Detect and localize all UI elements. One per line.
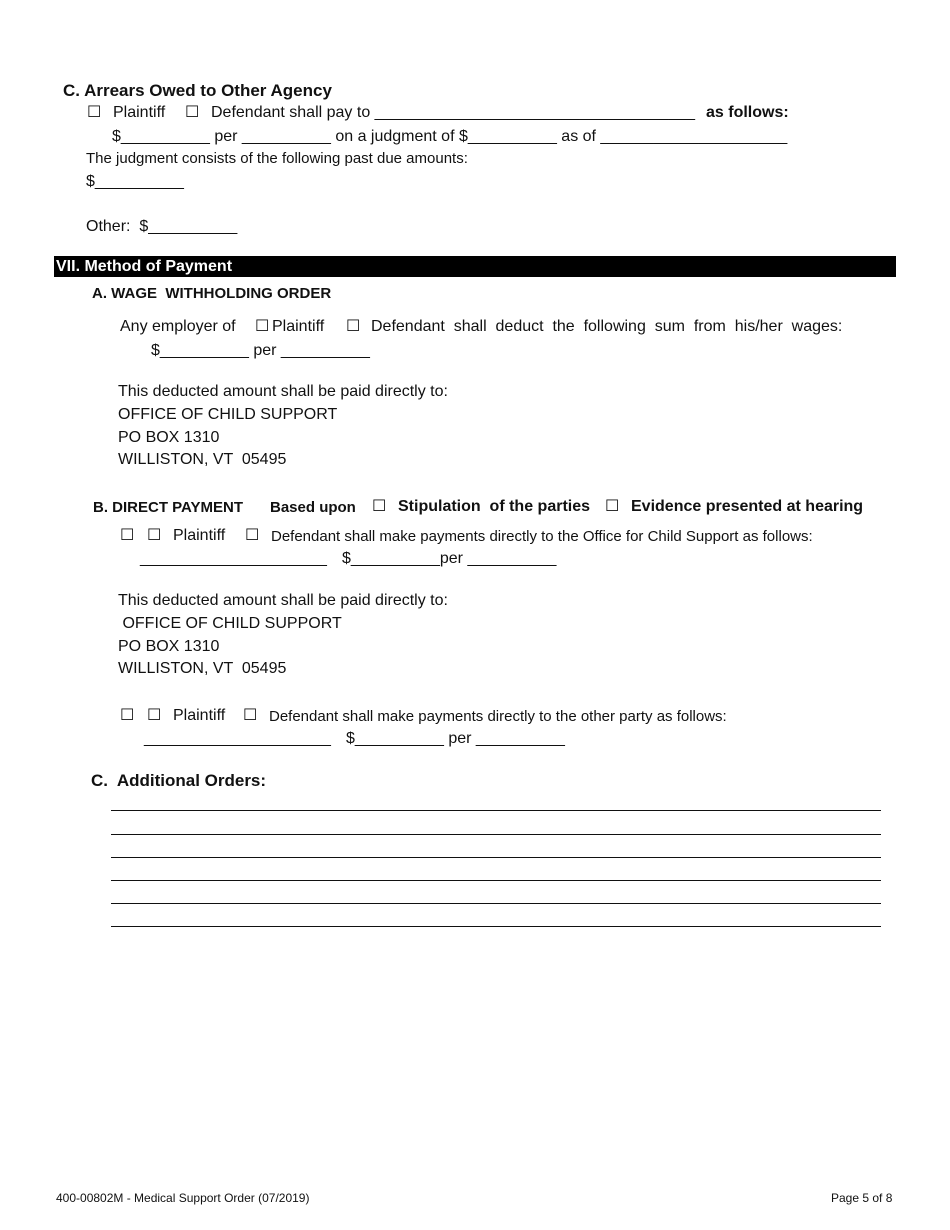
wage-address-line2: PO BOX 1310 [118,429,220,446]
direct-address-line2: PO BOX 1310 [118,638,220,655]
stipulation-checkbox[interactable]: ☐ [372,496,387,515]
arrears-plaintiff-label: Plaintiff [113,104,166,121]
direct-other-checkbox[interactable]: ☐ [120,705,135,724]
direct-other-blank[interactable]: _____________________ [144,730,331,747]
wage-paid-to-text: This deducted amount shall be paid directly to: [118,383,448,400]
direct-ocs-amount[interactable]: $__________per __________ [342,550,557,567]
wage-employer-text: Any employer of [120,318,241,335]
wage-defendant-checkbox[interactable]: ☐ [346,316,361,335]
wage-plaintiff-checkbox[interactable]: ☐ [255,316,270,335]
direct-other-text: Defendant shall make payments directly to the other party as follows: [269,708,727,725]
wage-address-line3: WILLISTON, VT 05495 [118,451,287,468]
additional-orders-line[interactable] [111,880,881,881]
wage-address-line1: OFFICE OF CHILD SUPPORT [118,406,338,423]
direct-ocs-text: Defendant shall make payments directly to the Office for Child Support as follows: [271,528,813,545]
additional-orders-line[interactable] [111,834,881,835]
direct-address-line1: OFFICE OF CHILD SUPPORT [118,615,342,632]
arrears-past-due-field[interactable]: $__________ [86,173,184,190]
arrears-other-field[interactable]: Other: $__________ [86,218,238,235]
direct-ocs-blank[interactable]: _____________________ [140,550,327,567]
arrears-defendant-checkbox[interactable]: ☐ [185,102,200,121]
additional-orders-line[interactable] [111,810,881,811]
direct-paid-to-text: This deducted amount shall be paid directly to: [118,592,448,609]
additional-orders-line[interactable] [111,857,881,858]
footer-page-number: Page 5 of 8 [831,1191,893,1205]
direct-other-plaintiff-checkbox[interactable]: ☐ [147,705,162,724]
arrears-defendant-label[interactable]: Defendant shall pay to ____________________________________ [211,104,696,121]
direct-ocs-plaintiff-label: Plaintiff [173,527,226,544]
direct-other-amount[interactable]: $__________ per __________ [346,730,565,747]
wage-defendant-text: Defendant shall deduct the following sum from his/her wages: [371,318,843,335]
arrears-judgment-line[interactable]: $__________ per __________ on a judgment of $__________ as of _____________________ [112,128,788,145]
footer-form-id: 400-00802M - Medical Support Order (07/2019) [56,1191,310,1205]
additional-orders-title: C. Additional Orders: [91,771,267,790]
wage-withholding-title: A. WAGE WITHHOLDING ORDER [92,285,332,302]
direct-ocs-plaintiff-checkbox[interactable]: ☐ [147,525,162,544]
stipulation-label: Stipulation of the parties [398,498,591,515]
direct-ocs-defendant-checkbox[interactable]: ☐ [245,525,260,544]
arrears-consists-text: The judgment consists of the following past due amounts: [86,150,468,167]
additional-orders-line[interactable] [111,926,881,927]
direct-other-plaintiff-label: Plaintiff [173,707,226,724]
direct-address-line3: WILLISTON, VT 05495 [118,660,287,677]
direct-ocs-checkbox[interactable]: ☐ [120,525,135,544]
evidence-label: Evidence presented at hearing [631,498,864,515]
wage-plaintiff-label: Plaintiff [272,318,325,335]
evidence-checkbox[interactable]: ☐ [605,496,620,515]
direct-payment-title: B. DIRECT PAYMENT [93,499,244,516]
arrears-as-follows: as follows: [706,104,789,121]
direct-based-upon: Based upon [270,499,356,516]
arrears-title: C. Arrears Owed to Other Agency [63,81,332,100]
additional-orders-line[interactable] [111,903,881,904]
arrears-plaintiff-checkbox[interactable]: ☐ [87,102,102,121]
direct-other-defendant-checkbox[interactable]: ☐ [243,705,258,724]
method-of-payment-header: VII. Method of Payment [54,256,896,277]
wage-amount-field[interactable]: $__________ per __________ [151,342,370,359]
